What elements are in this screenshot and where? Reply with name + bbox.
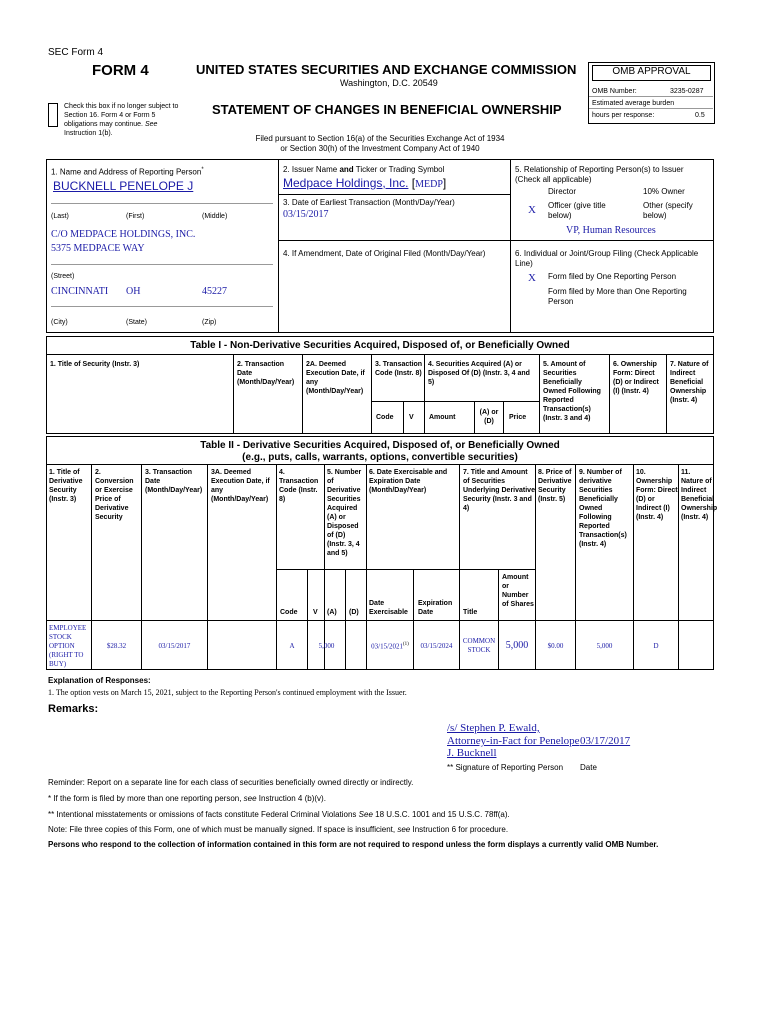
box3-label: 3. Date of Earliest Transaction (Month/Day/Year) <box>283 198 455 207</box>
t2-row-underlying-title: COMMON STOCK <box>462 637 496 654</box>
officer-option[interactable]: Officer (give title below) <box>548 201 606 220</box>
one-person-checkmark: X <box>528 272 536 284</box>
table1-title: Table I - Non-Derivative Securities Acquired, Disposed of, or Beneficially Owned <box>190 340 570 351</box>
state-label: (State) <box>126 319 148 326</box>
t1-sub-code: Code <box>376 414 394 421</box>
omb-hours-value: 0.5 <box>695 112 705 119</box>
omb-hours-label: hours per response: <box>592 112 655 119</box>
note-copies: Note: File three copies of this Form, one of which must be manually signed. If space is insufficient, see Instruction 6 for procedure. <box>48 825 509 834</box>
earliest-transaction-date: 03/15/2017 <box>283 209 329 220</box>
note-misstatements: ** Intentional misstatements or omissions of facts constitute Federal Criminal Violations See 18 U.S.C. 1001 and 15 U.S.C. 78ff(a). <box>48 810 510 819</box>
t2-h9: 9. Number of derivative Securities Beneficially Owned Following Reported Transaction(s) (Instr. 4) <box>579 469 627 548</box>
t2-row-acquired: 5,000 <box>318 642 335 650</box>
section16-checkbox[interactable] <box>48 103 58 127</box>
t1-h3: 3. Transaction Code (Instr. 8) <box>375 361 423 377</box>
t2-row-expiration: 03/15/2024 <box>420 642 453 650</box>
signature-label: ** Signature of Reporting Person <box>447 763 564 772</box>
t1-h5: 5. Amount of Securities Beneficially Owned Following Reported Transaction(s) (Instr. 3 and 4) <box>543 361 601 422</box>
middle-label: (Middle) <box>202 213 228 220</box>
t1-h2: 2. Transaction Date (Month/Day/Year) <box>237 361 295 386</box>
t1-sub-aord: (A) or (D) <box>479 409 499 425</box>
t2-sub-expiration: Expiration Date <box>418 600 453 616</box>
t2-h5: 5. Number of Derivative Securities Acquired (A) or Disposed of (D) (Instr. 3, 4 and 5) <box>327 469 362 557</box>
city-label: (City) <box>51 319 68 326</box>
address-line2: 5375 MEDPACE WAY <box>51 243 145 254</box>
address-line1: C/O MEDPACE HOLDINGS, INC. <box>51 229 196 240</box>
zip-value: 45227 <box>202 286 227 297</box>
date-label: Date <box>580 763 597 772</box>
multiple-persons-option[interactable]: Form filed by More than One Reporting Person <box>548 287 687 306</box>
omb-number-label: OMB Number: <box>592 88 637 95</box>
t1-h1: 1. Title of Security (Instr. 3) <box>50 361 140 368</box>
omb-title: OMB APPROVAL <box>612 66 691 77</box>
sec-form-label: SEC Form 4 <box>48 47 104 58</box>
t2-row-underlying-amount: 5,000 <box>505 640 529 651</box>
t2-row-title: EMPLOYEE STOCK OPTION (RIGHT TO BUY) <box>49 624 87 668</box>
t1-sub-price: Price <box>509 414 527 421</box>
checkbox-note: Check this box if no longer subject to Section 16. Form 4 or Form 5 obligations may continue. See Instruction 1(b). <box>64 103 179 137</box>
t2-sub-v: V <box>313 609 318 616</box>
t2-row-owned: 5,000 <box>596 642 613 650</box>
commission-city: Washington, D.C. 20549 <box>340 78 438 88</box>
box4-label: 4. If Amendment, Date of Original Filed (Month/Day/Year) <box>283 249 486 258</box>
t2-h6: 6. Date Exercisable and Expiration Date (Month/Day/Year) <box>369 469 448 494</box>
t1-sub-amount: Amount <box>429 414 456 421</box>
t2-row-derivative-price: $0.00 <box>547 642 564 650</box>
t1-h7: 7. Nature of Indirect Beneficial Ownership (Instr. 4) <box>670 361 709 404</box>
statement-title: STATEMENT OF CHANGES IN BENEFICIAL OWNERSHIP <box>212 102 562 117</box>
t1-sub-v: V <box>409 414 414 421</box>
box1-label: 1. Name and Address of Reporting Person* <box>51 167 204 177</box>
t1-h4: 4. Securities Acquired (A) or Disposed Of (D) (Instr. 3, 4 and 5) <box>428 361 530 386</box>
signature-line2: Attorney-in-Fact for Penelope <box>447 735 580 747</box>
t2-h10: 10. Ownership Form: Direct (D) or Indirect (I) (Instr. 4) <box>636 469 678 521</box>
city-value: CINCINNATI <box>51 286 109 297</box>
issuer-line: Medpace Holdings, Inc. [MEDP] <box>283 176 447 190</box>
t2-h1: 1. Title of Derivative Security (Instr. 3) <box>49 469 83 503</box>
omb-burden-label: Estimated average burden <box>592 100 675 107</box>
first-label: (First) <box>126 213 145 220</box>
box6-label: 6. Individual or Joint/Group Filing (Check Applicable Line) <box>515 249 699 268</box>
t2-h2: 2. Conversion or Exercise Price of Derivative Security <box>95 469 134 521</box>
t2-h7: 7. Title and Amount of Securities Underlying Derivative Security (Instr. 3 and 4) <box>463 469 535 512</box>
state-value: OH <box>126 286 141 297</box>
t1-h2a: 2A. Deemed Execution Date, if any (Month/Day/Year) <box>306 361 365 395</box>
one-person-option[interactable]: Form filed by One Reporting Person <box>548 272 677 281</box>
t2-sub-amount: Amount or Number of Shares <box>502 574 534 608</box>
t2-row-date: 03/15/2017 <box>158 642 191 650</box>
t2-h3a: 3A. Deemed Execution Date, if any (Month/Day/Year) <box>211 469 270 503</box>
signature-date: 03/17/2017 <box>580 735 631 747</box>
t2-row-price: $28.32 <box>106 642 127 650</box>
t2-sub-date-exercisable: Date Exercisable <box>369 600 408 616</box>
t2-row-date-exercisable: 03/15/2021$^{(1)}$ <box>371 642 409 651</box>
t2-row-code: A <box>289 642 295 650</box>
street-label: (Street) <box>51 273 75 280</box>
commission-title: UNITED STATES SECURITIES AND EXCHANGE COMMISSION <box>196 62 577 77</box>
t2-sub-a: (A) <box>327 609 337 616</box>
director-option[interactable]: Director <box>548 187 577 196</box>
explanation-1: 1. The option vests on March 15, 2021, subject to the Reporting Person's continued employment with the Issuer. <box>48 688 407 697</box>
other-option[interactable]: Other (specify below) <box>643 201 693 220</box>
box2-label: 2. Issuer Name and Ticker or Trading Symbol <box>283 165 445 174</box>
officer-checkmark: X <box>528 204 536 216</box>
signature-line3: J. Bucknell <box>447 747 497 759</box>
owner10-option[interactable]: 10% Owner <box>643 187 685 196</box>
t2-sub-d: (D) <box>349 609 359 616</box>
explanation-title: Explanation of Responses: <box>48 676 151 685</box>
t2-sub-title: Title <box>463 609 478 616</box>
signature-line1: /s/ Stephen P. Ewald, <box>447 722 540 734</box>
filed-pursuant: Filed pursuant to Section 16(a) of the Securities Exchange Act of 1934 or Section 30(h) of the Investment Company Act of 1940 <box>255 134 505 153</box>
table2-title: Table II - Derivative Securities Acquired, Disposed of, or Beneficially Owned (e.g., puts, calls, warrants, options, convertible securities) <box>200 440 560 463</box>
t2-h4: 4. Transaction Code (Instr. 8) <box>279 469 319 503</box>
t2-h8: 8. Price of Derivative Security (Instr. 5) <box>538 469 572 503</box>
t2-h11: 11. Nature of Indirect Beneficial Ownership (Instr. 4) <box>681 469 718 521</box>
box5-label: 5. Relationship of Reporting Person(s) to Issuer (Check all applicable) <box>515 165 684 184</box>
t1-h6: 6. Ownership Form: Direct (D) or Indirect (I) (Instr. 4) <box>613 361 659 395</box>
reminder: Reminder: Report on a separate line for each class of securities beneficially owned directly or indirectly. <box>48 778 414 787</box>
t2-row-ownership-form: D <box>653 642 659 650</box>
reporting-person-name[interactable]: BUCKNELL PENELOPE J <box>53 179 194 193</box>
note-omb: Persons who respond to the collection of information contained in this form are not required to respond unless the form displays a currently valid OMB Number. <box>48 840 659 849</box>
last-label: (Last) <box>51 213 69 220</box>
officer-title: VP, Human Resources <box>566 225 656 236</box>
remarks-title: Remarks: <box>48 703 99 715</box>
t2-h3: 3. Transaction Date (Month/Day/Year) <box>145 469 203 494</box>
t2-sub-code: Code <box>280 609 298 616</box>
omb-number-value: 3235-0287 <box>670 88 704 95</box>
ticker-symbol: MEDP <box>415 179 443 190</box>
issuer-name[interactable]: Medpace Holdings, Inc. <box>283 176 409 190</box>
note-multiple-persons: * If the form is filed by more than one reporting person, see Instruction 4 (b)(v). <box>48 794 326 803</box>
form-title: FORM 4 <box>92 62 149 79</box>
zip-label: (Zip) <box>202 319 217 326</box>
